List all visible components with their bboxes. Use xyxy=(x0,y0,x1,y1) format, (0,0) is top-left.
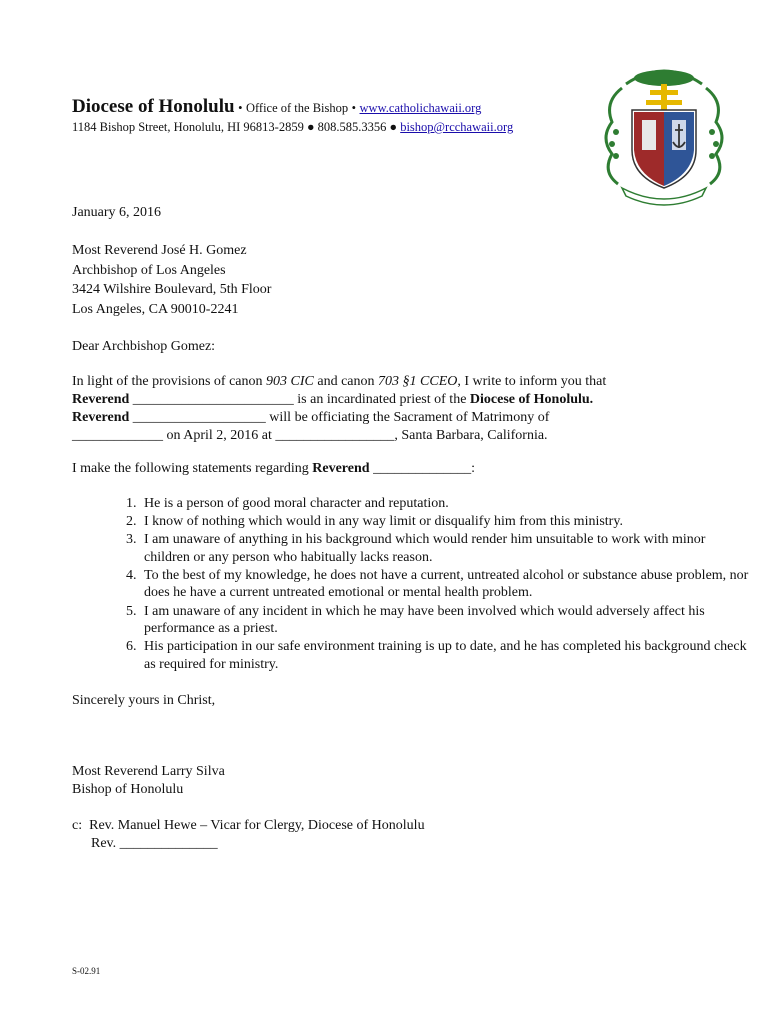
intro-text: , I write to inform you that xyxy=(457,374,607,389)
intro-line-1 xyxy=(72,373,606,391)
separator: ● xyxy=(389,120,398,134)
address: 1184 Bishop Street, Honolulu, HI 96813-2859 xyxy=(72,120,304,134)
reverend-label: Reverend xyxy=(72,410,130,425)
website-link[interactable]: www.catholichawaii.org xyxy=(359,101,482,115)
intro-line-4: _____________ on April 2, 2016 at _________________, Santa Barbara, California. xyxy=(72,428,548,443)
closing: Sincerely yours in Christ, xyxy=(72,693,216,708)
recipient-title: Archbishop of Los Angeles xyxy=(72,263,226,278)
cc-label: c: xyxy=(72,818,83,833)
statements-text: ______________: xyxy=(369,461,475,476)
canon-cceo: 703 §1 CCEO xyxy=(378,374,458,389)
statements-intro xyxy=(72,460,475,478)
recipient-name: Most Reverend José H. Gomez xyxy=(72,243,247,258)
office-name: Office of the Bishop xyxy=(245,101,349,115)
intro-text: ___________________ will be officiating the Sacrament of Matrimony of xyxy=(129,410,550,425)
intro-line-2 xyxy=(72,391,593,409)
letter-date: January 6, 2016 xyxy=(72,205,162,220)
diocese-name: Diocese of Honolulu xyxy=(72,96,235,117)
phone: 808.585.3356 xyxy=(317,120,387,134)
list-item: 2. I know of nothing which would in any way limit or disqualify him from this ministry. xyxy=(140,513,750,531)
list-item: 3. I am unaware of anything in his background which would render him unsuitable to work with minor children or any person who habitually lacks reason. xyxy=(140,531,750,566)
reverend-label: Reverend xyxy=(72,392,130,407)
reverend-label: Reverend xyxy=(312,461,370,476)
cc-line-2: Rev. ______________ xyxy=(91,836,218,851)
intro-text: _______________________ is an incardinated priest of the xyxy=(129,392,470,407)
list-item: 1. He is a person of good moral character and reputation. xyxy=(140,495,750,513)
statements-text: I make the following statements regarding xyxy=(72,461,313,476)
separator: • xyxy=(351,101,357,115)
separator: ● xyxy=(306,120,315,134)
cc-recipient: Rev. Manuel Hewe – Vicar for Clergy, Diocese of Honolulu xyxy=(89,818,425,833)
letterhead-line-1 xyxy=(72,96,481,120)
list-item: 6. His participation in our safe environment training is up to date, and he has completed his background check as required for ministry. xyxy=(140,638,750,673)
letterhead-line-2 xyxy=(72,118,513,136)
recipient-city: Los Angeles, CA 90010-2241 xyxy=(72,302,239,317)
list-item: 4. To the best of my knowledge, he does not have a current, untreated alcohol or substance abuse problem, nor does he have a current untreated emotional or mental health problem. xyxy=(140,567,750,602)
canon-cic: 903 CIC xyxy=(266,374,314,389)
signer-name: Most Reverend Larry Silva xyxy=(72,764,225,779)
diocese-bold: Diocese of Honolulu. xyxy=(469,392,594,407)
email-link[interactable]: bishop@rcchawaii.org xyxy=(400,120,514,134)
salutation: Dear Archbishop Gomez: xyxy=(72,339,216,354)
statements-list xyxy=(72,495,750,674)
intro-text: In light of the provisions of canon xyxy=(72,374,267,389)
coat-of-arms-icon xyxy=(594,62,734,210)
list-item: 5. I am unaware of any incident in which he may have been involved which would adversely affect his performance as a priest. xyxy=(140,603,750,638)
separator: • xyxy=(238,101,243,115)
signer-title: Bishop of Honolulu xyxy=(72,782,184,797)
cc-line-1 xyxy=(72,817,425,835)
recipient-street: 3424 Wilshire Boulevard, 5th Floor xyxy=(72,282,272,297)
form-code: S-02.91 xyxy=(72,966,101,976)
intro-text: and canon xyxy=(313,374,379,389)
intro-line-3 xyxy=(72,409,549,427)
